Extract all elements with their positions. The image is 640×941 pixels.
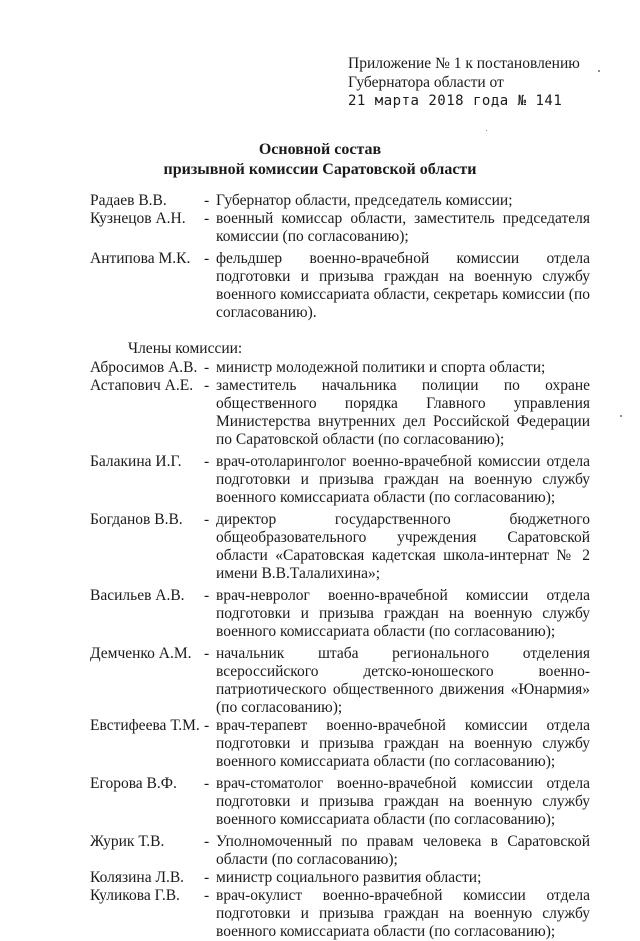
member-role: заместитель начальника полиции по охране общественного порядка Главного управления Министерства внутренних дел Российской Федерации по Саратовской области (по согласованию); (216, 377, 590, 448)
dash: - (204, 587, 210, 604)
member-name: Астапович А.Е. (90, 377, 194, 394)
dash: - (204, 887, 210, 904)
member-role: Губернатор области, председатель комиссии; (216, 192, 513, 209)
member-entry (90, 869, 590, 887)
member-role: министр молодежной политики и спорта области; (216, 359, 546, 376)
title-line-1: Основной состав (258, 141, 382, 158)
dash: - (204, 250, 210, 267)
member-name: Васильев А.В. (90, 587, 185, 604)
appendix-note (348, 54, 580, 111)
dash: - (204, 869, 210, 886)
member-name: Антипова М.К. (90, 250, 191, 267)
member-name: Евстифеева Т.М. (90, 717, 200, 734)
member-entry (90, 377, 590, 449)
member-name: Кузнецов А.Н. (90, 210, 186, 227)
member-role: Уполномоченный по правам человека в Саратовской области (по согласованию); (216, 833, 590, 868)
member-role: врач-терапевт военно-врачебной комиссии отдела подготовки и призыва граждан на военную службу военного комиссариата области (по согласованию); (216, 717, 590, 770)
leadership-entry (90, 192, 590, 210)
member-role: врач-стоматолог военно-врачебной комиссии отдела подготовки и призыва граждан на военную службу военного комиссариата области (по согласованию); (216, 775, 590, 828)
scan-speck (486, 130, 487, 131)
dash: - (204, 377, 210, 394)
member-name: Абросимов А.В. (90, 359, 198, 376)
member-entry (90, 645, 590, 717)
member-name: Балакина И.Г. (90, 453, 182, 470)
appendix-line-1: Приложение № 1 к постановлению (348, 55, 580, 72)
dash: - (204, 775, 210, 792)
member-entry (90, 359, 590, 377)
dash: - (204, 210, 210, 227)
member-entry (90, 833, 590, 869)
member-name: Куликова Г.В. (90, 887, 180, 904)
dash: - (204, 833, 210, 850)
title-line-2: призывной комиссии Саратовской области (163, 161, 477, 178)
scan-speck (598, 70, 600, 72)
leadership-entry (90, 250, 590, 322)
leadership-entry (90, 210, 590, 246)
member-entry (90, 775, 590, 829)
member-role: врач-окулист военно-врачебной комиссии отдела подготовки и призыва граждан на военную службу военного комиссариата области (по согласованию); (216, 887, 590, 940)
appendix-date-line: 21 марта 2018 года № 141 (348, 93, 563, 109)
commission-list (90, 192, 590, 941)
member-name: Демченко А.М. (90, 645, 192, 662)
dash: - (204, 511, 210, 528)
member-role: министр социального развития области; (216, 869, 482, 886)
member-role: фельдшер военно-врачебной комиссии отдела подготовки и призыва граждан на военную службу военного комиссариата области, секретарь комиссии (по согласованию). (216, 250, 590, 321)
appendix-line-2: Губернатора области от (348, 74, 504, 91)
dash: - (204, 453, 210, 470)
member-entry (90, 717, 590, 771)
member-role: директор государственного бюджетного общеобразовательного учреждения Саратовской области «Саратовская кадетская школа-интернат № 2 имени В.В.Талалихина»; (216, 511, 590, 582)
document-title (0, 140, 640, 180)
dash: - (204, 192, 210, 209)
dash: - (204, 359, 210, 376)
member-entry (90, 587, 590, 641)
member-role: врач-невролог военно-врачебной комиссии отдела подготовки и призыва граждан на военную службу военного комиссариата области (по согласованию); (216, 587, 590, 640)
dash: - (204, 645, 210, 662)
member-name: Богданов В.В. (90, 511, 183, 528)
member-role: врач-отоларинголог военно-врачебной комиссии отдела подготовки и призыва граждан на военную службу военного комиссариата области (по согласованию); (216, 453, 590, 506)
member-name: Радаев В.В. (90, 192, 167, 209)
member-name: Колязина Л.В. (90, 869, 185, 886)
member-name: Егорова В.Ф. (90, 775, 177, 792)
member-entry (90, 887, 590, 941)
member-name: Журик Т.В. (90, 833, 165, 850)
member-entry (90, 511, 590, 583)
member-entry (90, 453, 590, 507)
member-role: военный комиссар области, заместитель председателя комиссии (по согласованию); (216, 210, 590, 245)
scan-speck (620, 415, 622, 417)
dash: - (204, 717, 210, 734)
member-role: начальник штаба регионального отделения всероссийского детско-юношеского военно-патриотического общественного движения «Юнармия» (по согласованию); (216, 645, 590, 716)
members-heading: Члены комиссии: (128, 340, 243, 357)
